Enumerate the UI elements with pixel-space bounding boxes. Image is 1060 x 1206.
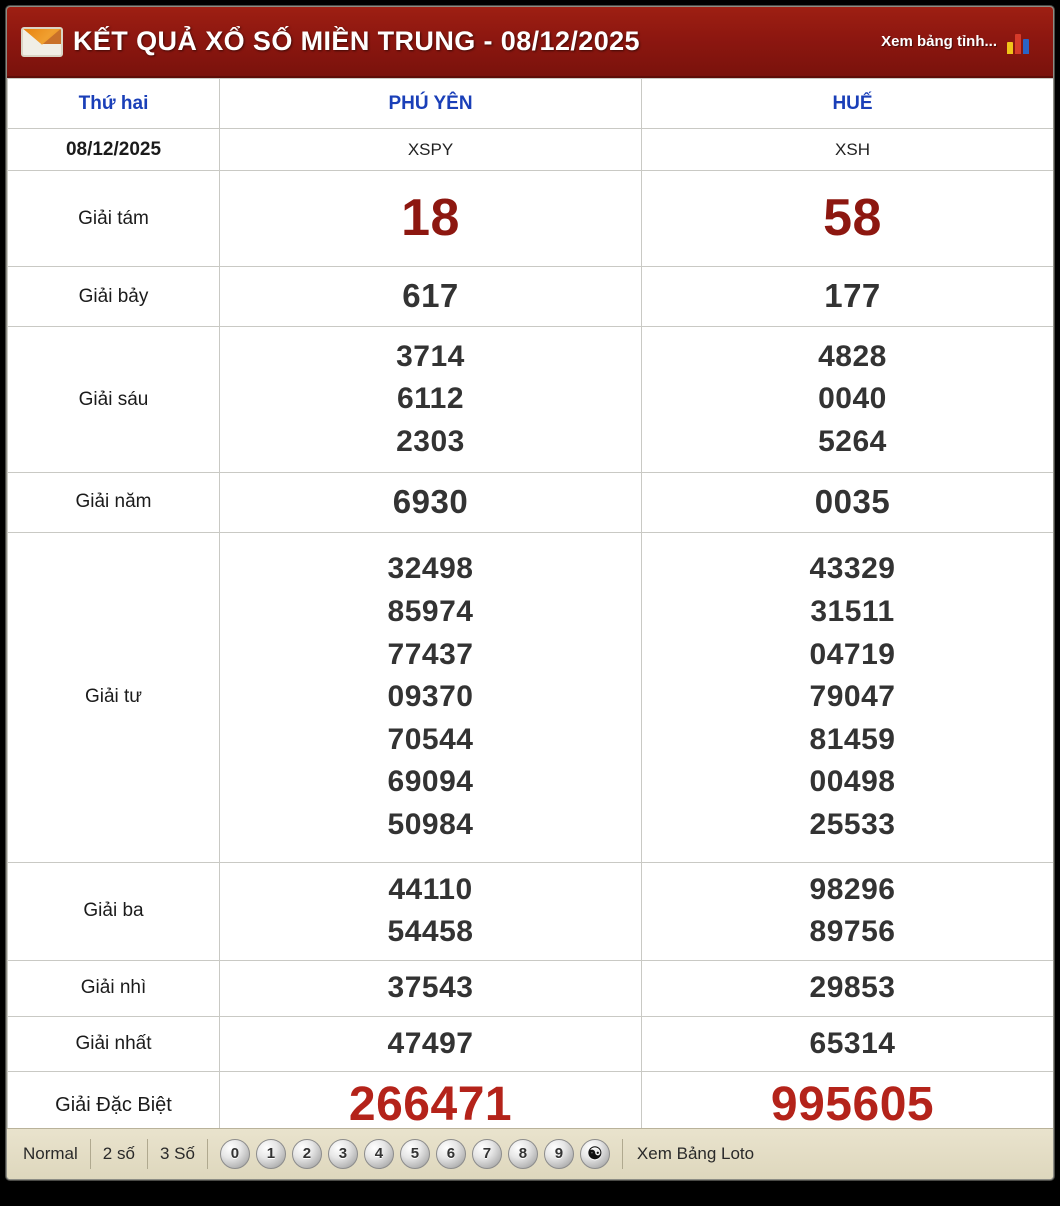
- digit-ball-4[interactable]: 4: [364, 1139, 394, 1169]
- table-row: [8, 862, 1054, 960]
- table-row: [8, 1016, 1054, 1072]
- digit-ball-8[interactable]: 8: [508, 1139, 538, 1169]
- prize-label: Giải năm: [8, 473, 220, 533]
- table-row: [8, 532, 1054, 862]
- prize-value-hue: 0035: [642, 473, 1054, 533]
- prize-value-phu-yen: 47497: [220, 1016, 642, 1072]
- results-table-wrapper: [7, 78, 1053, 1127]
- prize-value-hue: 29853: [642, 961, 1054, 1017]
- prize-value-phu-yen: 32498 85974 77437 09370 70544 69094 50984: [220, 532, 642, 862]
- column-header-phu-yen: PHÚ YÊN: [220, 79, 642, 129]
- digit-ball-0[interactable]: 0: [220, 1139, 250, 1169]
- prize-label: Giải nhất: [8, 1016, 220, 1072]
- table-row: [8, 1072, 1054, 1128]
- table-code-row: [8, 129, 1054, 171]
- mode-normal-button[interactable]: Normal: [17, 1139, 91, 1169]
- view-loto-table-button[interactable]: Xem Bảng Loto: [636, 1143, 755, 1163]
- prize-value-phu-yen: 6930: [220, 473, 642, 533]
- lottery-result-panel: [6, 6, 1054, 1180]
- digit-ball-6[interactable]: 6: [436, 1139, 466, 1169]
- table-row: [8, 473, 1054, 533]
- prize-value-hue: 4828 0040 5264: [642, 327, 1054, 473]
- table-row: [8, 267, 1054, 327]
- prize-value-hue: 98296 89756: [642, 862, 1054, 960]
- prize-label: Giải bảy: [8, 267, 220, 327]
- digit-ball-1[interactable]: 1: [256, 1139, 286, 1169]
- digit-ball-9[interactable]: 9: [544, 1139, 574, 1169]
- prize-value-hue: 177: [642, 267, 1054, 327]
- digit-ball-2[interactable]: 2: [292, 1139, 322, 1169]
- prize-value-phu-yen: 18: [220, 171, 642, 267]
- mode-two-digit-button[interactable]: 2 số: [91, 1139, 148, 1169]
- prize-label: Giải Đặc Biệt: [8, 1072, 220, 1128]
- prize-value-phu-yen: 3714 6112 2303: [220, 327, 642, 473]
- table-row: [8, 171, 1054, 267]
- prize-label: Giải sáu: [8, 327, 220, 473]
- prize-value-phu-yen: 37543: [220, 961, 642, 1017]
- header-actions: [881, 30, 1039, 54]
- digit-filter-balls: [208, 1139, 623, 1169]
- digit-ball-5[interactable]: 5: [400, 1139, 430, 1169]
- result-date: 08/12/2025: [8, 129, 220, 171]
- mail-icon: [21, 27, 63, 57]
- prize-value-hue: 65314: [642, 1016, 1054, 1072]
- prize-value-phu-yen: 44110 54458: [220, 862, 642, 960]
- prize-value-hue: 43329 31511 04719 79047 81459 00498 25533: [642, 532, 1054, 862]
- digit-ball-7[interactable]: 7: [472, 1139, 502, 1169]
- panel-header: [7, 7, 1053, 78]
- prize-label: Giải tám: [8, 171, 220, 267]
- prize-value-hue: 58: [642, 171, 1054, 267]
- mode-three-digit-button[interactable]: 3 Số: [148, 1139, 208, 1169]
- code-hue: XSH: [642, 129, 1054, 171]
- column-header-hue: HUẾ: [642, 79, 1054, 129]
- view-province-table-link[interactable]: Xem bảng tỉnh...: [881, 33, 997, 51]
- table-row: [8, 961, 1054, 1017]
- prize-value-phu-yen: 266471: [220, 1072, 642, 1128]
- table-header-row: [8, 79, 1054, 129]
- prize-label: Giải nhì: [8, 961, 220, 1017]
- prize-label: Giải tư: [8, 532, 220, 862]
- prize-label: Giải ba: [8, 862, 220, 960]
- footer-toolbar: [7, 1128, 1053, 1179]
- bar-chart-icon[interactable]: [1007, 30, 1033, 54]
- digit-ball-3[interactable]: 3: [328, 1139, 358, 1169]
- yin-yang-icon[interactable]: ☯: [580, 1139, 610, 1169]
- prize-value-hue: 995605: [642, 1072, 1054, 1128]
- table-row: [8, 327, 1054, 473]
- results-table: [7, 78, 1053, 1127]
- column-header-day: Thứ hai: [8, 79, 220, 129]
- page-title: KẾT QUẢ XỔ SỐ MIỀN TRUNG - 08/12/2025: [73, 26, 640, 57]
- code-phu-yen: XSPY: [220, 129, 642, 171]
- prize-value-phu-yen: 617: [220, 267, 642, 327]
